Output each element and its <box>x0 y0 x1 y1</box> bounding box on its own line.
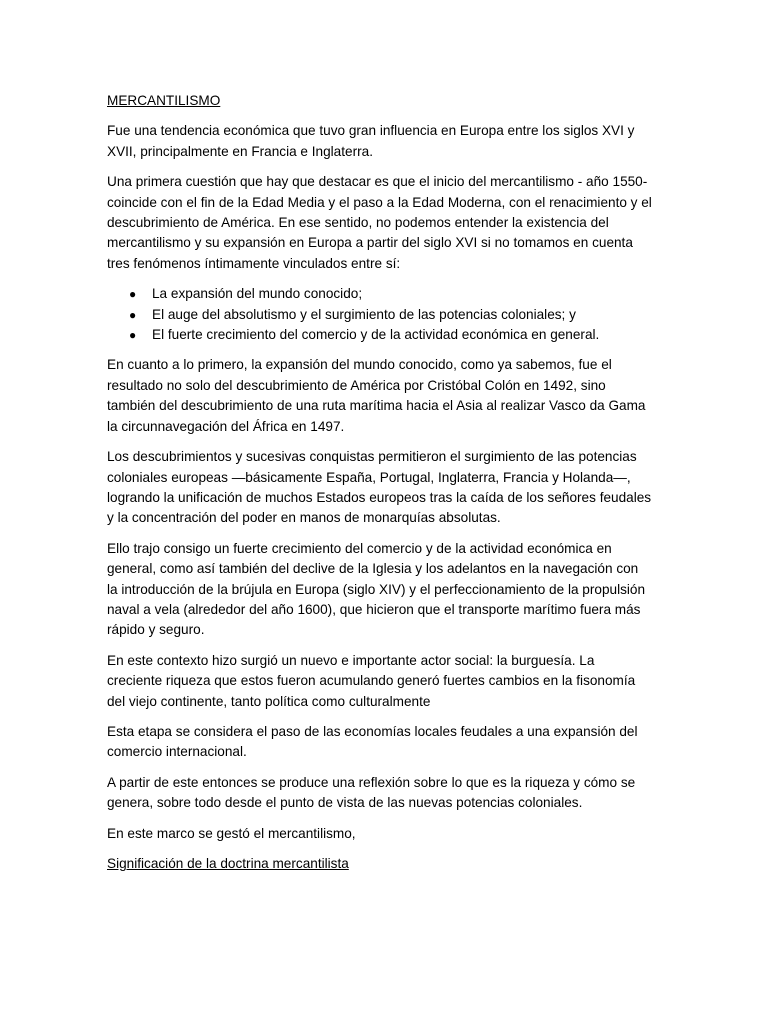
paragraph-bourgeoisie: En este contexto hizo surgió un nuevo e importante actor social: la burguesía. La creciente riqueza que estos fueron acumulando generó fuertes cambios en la fisonomía del viejo continente, tanto política como culturalmente <box>107 652 636 709</box>
section-subtitle: Significación de la doctrina mercantilista <box>107 856 349 871</box>
list-item-text: La expansión del mundo conocido; <box>152 286 363 302</box>
paragraph-expansion: En cuanto a lo primero, la expansión del mundo conocido, como ya sabemos, fue el resultado no solo del descubrimiento de América por Cristóbal Colón en 1492, sino también del descubrimiento de una ruta marítima hacia el Asia al realizar Vasco da Gama la circunnavegación del África en 1497. <box>107 357 646 434</box>
paragraph-conclusion: En este marco se gestó el mercantilismo, <box>107 825 356 841</box>
list-item <box>107 284 652 304</box>
paragraph-intro: Fue una tendencia económica que tuvo gran influencia en Europa entre los siglos XVI y XVII, principalmente en Francia e Inglaterra. <box>107 123 635 159</box>
paragraph-stage: Esta etapa se considera el paso de las economías locales feudales a una expansión del comercio internacional. <box>107 723 638 760</box>
list-item <box>107 305 652 325</box>
bullet-icon: ● <box>129 307 137 322</box>
document-body <box>107 91 652 874</box>
bullet-icon: ● <box>129 328 137 343</box>
paragraph-conquests: Los descubrimientos y sucesivas conquistas permitieron el surgimiento de las potencias coloniales europeas —básicamente España, Portugal, Inglaterra, Francia y Holanda—, logrando la unificación de muchos Estados europeos tras la caída de los señores feudales y la concentración del poder en manos de monarquías absolutas. <box>107 449 652 526</box>
list-item-text: El auge del absolutismo y el surgimiento de las potencias coloniales; y <box>152 306 576 322</box>
list-item-text: El fuerte crecimiento del comercio y de la actividad económica en general. <box>152 327 600 343</box>
paragraph-origins: Una primera cuestión que hay que destacar es que el inicio del mercantilismo - año 1550- coincide con el fin de la Edad Media y el paso a la Edad Moderna, con el renacimiento y el descubrimiento de América. En ese sentido, no podemos entender la existencia del mercantilismo y su expansión en Europa a partir del siglo XVI si no tomamos en cuenta tres fenómenos íntimamente vinculados entre sí: <box>107 174 652 271</box>
paragraph-commerce: Ello trajo consigo un fuerte crecimiento del comercio y de la actividad económica en general, como así también del declive de la Iglesia y los adelantos en la navegación con la introducción de la brújula en Europa (siglo XIV) y el perfeccionamiento de la propulsión naval a vela (alrededor del año 1600), que hicieron que el transporte marítimo fuera más rápido y seguro. <box>107 540 646 638</box>
bullet-icon: ● <box>129 287 137 302</box>
paragraph-reflection: A partir de este entonces se produce una reflexión sobre lo que es la riqueza y cómo se genera, sobre todo desde el punto de vista de las nuevas potencias coloniales. <box>107 774 636 811</box>
phenomena-list <box>107 284 652 345</box>
list-item <box>107 325 652 345</box>
document-title: MERCANTILISMO <box>107 93 221 108</box>
